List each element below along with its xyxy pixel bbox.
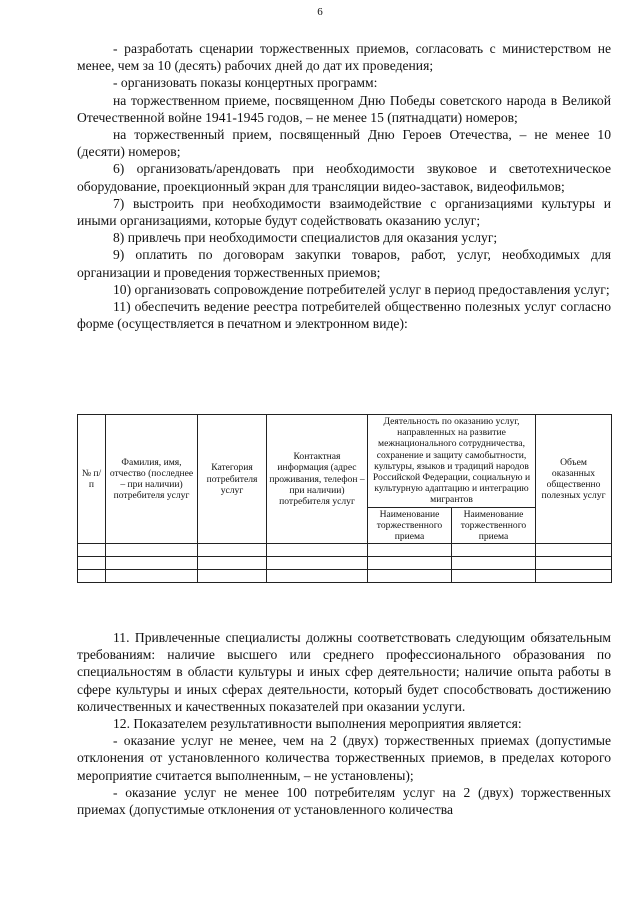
bottom-text-block	[77, 629, 611, 818]
paragraph-first-line: 11) обеспечить ведение реестра потребителей общественно полезных услуг	[113, 299, 557, 315]
table-cell	[536, 570, 612, 583]
paragraph	[77, 40, 611, 74]
top-text-block	[77, 40, 611, 332]
table-row	[78, 557, 612, 570]
table-cell	[78, 544, 106, 557]
paragraph	[77, 126, 611, 160]
paragraph	[77, 246, 611, 280]
paragraph-rest: 10 (десяти) номеров;	[77, 127, 611, 160]
table-cell	[106, 557, 198, 570]
paragraph-rest: светотехническое оборудование, проекционный экран для трансляции видео-заставок, видеофильмов;	[77, 161, 611, 194]
column-header-reception-2: Наименование торжественного приема	[452, 507, 536, 544]
paragraph-rest: торжественных приемах (допустимые отклонения от установленного количества	[77, 784, 611, 818]
table-cell	[198, 544, 267, 557]
paragraph	[77, 629, 611, 715]
column-header-activity: Деятельность по оказанию услуг, направленных на развитие межнационального сотрудничества, сохранение и защиту самобытности, культуры, языков и традиций народов Российской Федерации, социальную и культурную адаптацию и интеграцию мигрантов	[368, 415, 536, 508]
column-header-number: № п/п	[78, 415, 106, 544]
table-cell	[368, 557, 452, 570]
paragraph	[77, 92, 611, 126]
paragraph	[77, 281, 611, 298]
paragraph-rest: и иными организациями, которые будут содействовать оказанию услуг;	[77, 195, 611, 229]
paragraph-rest: - организовать показы концертных программ:	[113, 75, 378, 91]
paragraph-rest: согласно форме (осуществляется в печатном и электронном виде):	[77, 299, 611, 332]
table-cell	[106, 570, 198, 583]
table-header-row	[78, 415, 612, 508]
column-header-reception-1: Наименование торжественного приема	[368, 507, 452, 544]
table-cell	[536, 557, 612, 570]
paragraph-first-line: на торжественном приеме, посвященном Дню Победы советского народа в	[113, 92, 558, 108]
page-number: 6	[317, 6, 323, 18]
paragraph-first-line: - оказание услуг не менее 100 потребителям услуг на 2 (двух)	[113, 784, 514, 800]
table-cell	[368, 544, 452, 557]
paragraph-rest: 12. Показателем результативности выполнения мероприятия является:	[113, 716, 522, 732]
table-cell	[536, 544, 612, 557]
paragraph-first-line: - разработать сценарии торжественных приемов, согласовать с	[113, 41, 496, 56]
paragraph-rest: министерством не менее, чем за 10 (десять) рабочих дней до дат их проведения;	[77, 41, 611, 74]
paragraph-first-line: 10) организовать сопровождение потребителей услуг в период	[113, 281, 476, 297]
table-row	[78, 544, 612, 557]
table-cell	[368, 570, 452, 583]
paragraph-rest: 8) привлечь при необходимости специалистов для оказания услуг;	[113, 230, 498, 246]
paragraph-rest: (допустимые отклонения от установленного количества торжественных приемов, в пределах которого мероприятие считается выполненным, – не установлены);	[77, 733, 611, 783]
paragraph-first-line: на торжественный прием, посвященный Дню Героев Отечества, – не менее	[113, 127, 590, 143]
table-cell	[267, 570, 368, 583]
table-row	[78, 570, 612, 583]
table-cell	[267, 557, 368, 570]
paragraph	[77, 732, 611, 784]
paragraph-first-line: 9) оплатить по договорам закупки товаров, работ, услуг, необходимых для	[113, 247, 611, 263]
table-body	[78, 544, 612, 583]
column-header-volume: Объем оказанных общественно полезных услуг	[536, 415, 612, 544]
paragraph	[77, 784, 611, 818]
table-cell	[452, 557, 536, 570]
paragraph-first-line: - оказание услуг не менее, чем на 2 (двух) торжественных приемах	[113, 733, 530, 749]
table-cell	[267, 544, 368, 557]
paragraph	[77, 229, 611, 246]
paragraph	[77, 715, 611, 732]
paragraph	[77, 160, 611, 194]
table-cell	[78, 570, 106, 583]
paragraph	[77, 195, 611, 229]
paragraph-rest: организации и проведения торжественных приемов;	[77, 264, 381, 280]
table-cell	[78, 557, 106, 570]
paragraph	[77, 298, 611, 332]
column-header-category: Категория потребителя услуг	[198, 415, 267, 544]
paragraph-first-line: 7) выстроить при необходимости взаимодействие с организациями культуры	[113, 195, 596, 211]
paragraph-rest: обязательным требованиям: наличие высшего или среднего профессионального образования по специальностям в области культуры и иных сфер деятельности; наличие опыта работы в сфере культуры и иных сферах деятельности, который будет способствовать достижению количественных и качественных показателей при оказании услуги.	[77, 630, 611, 714]
paragraph-rest: Великой Отечественной войне 1941-1945 годов, – не менее 15 (пятнадцати) номеров;	[77, 92, 612, 125]
table-cell	[106, 544, 198, 557]
table-cell	[452, 570, 536, 583]
column-header-name: Фамилия, имя, отчество (последнее – при наличии) потребителя услуг	[106, 415, 198, 544]
table-cell	[198, 570, 267, 583]
table-cell	[198, 557, 267, 570]
table-cell	[452, 544, 536, 557]
paragraph	[77, 74, 611, 91]
paragraph-first-line: 11. Привлеченные специалисты должны соответствовать следующим	[113, 630, 525, 645]
column-header-contact: Контактная информация (адрес проживания, телефон – при наличии) потребителя услуг	[267, 415, 368, 544]
consumer-registry-table	[77, 414, 612, 583]
paragraph-first-line: 6) организовать/арендовать при необходимости звуковое и	[113, 161, 497, 177]
paragraph-rest: предоставления услуг;	[478, 281, 610, 297]
